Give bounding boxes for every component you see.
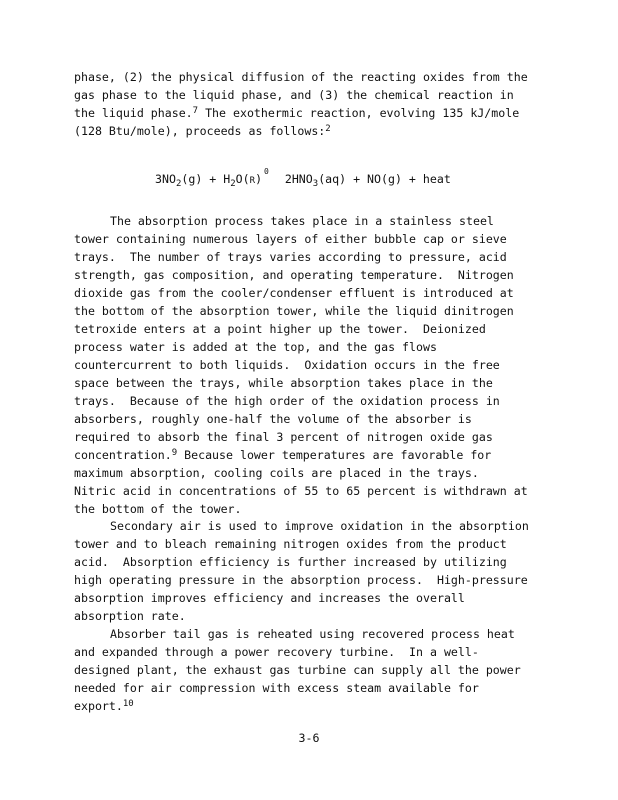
equation-part: 2HNO <box>270 172 313 186</box>
tail-gas-paragraph <box>74 625 574 715</box>
chemical-equation <box>155 167 451 190</box>
text-fragment: (128 Btu/mole), proceeds as follows: <box>74 124 326 138</box>
footnote-reference: 7 <box>192 106 199 116</box>
text-line: phase, (2) the physical diffusion of the reacting oxides from the <box>74 70 528 84</box>
text-line <box>74 446 574 464</box>
text-line: high operating pressure in the absorption process. High-pressure <box>74 573 528 587</box>
equation-part: (g) + H <box>181 172 231 186</box>
equation-part: (aq) + NO(g) + heat <box>318 172 451 186</box>
text-line: absorption rate. <box>74 609 186 623</box>
equation-part: ) <box>255 172 263 186</box>
equation-part: 3NO <box>155 172 176 186</box>
text-line: acid. Absorption efficiency is further increased by utilizing <box>74 555 507 569</box>
text-line: designed plant, the exhaust gas turbine can supply all the power <box>74 663 521 677</box>
text-line: process water is added at the top, and the gas flows <box>74 340 437 354</box>
text-line: and expanded through a power recovery turbine. In a well- <box>74 645 479 659</box>
text-line: needed for air compression with excess steam available for <box>74 681 479 695</box>
text-line: trays. Because of the high order of the oxidation process in <box>74 394 500 408</box>
text-line: Nitric acid in concentrations of 55 to 65 percent is withdrawn at <box>74 484 528 498</box>
text-line: dioxide gas from the cooler/condenser effluent is introduced at <box>74 286 514 300</box>
text-line: absorbers, roughly one-half the volume of the absorber is <box>74 412 472 426</box>
text-line: Secondary air is used to improve oxidation in the absorption <box>110 519 529 533</box>
absorption-paragraph <box>74 212 574 518</box>
text-line: tower containing numerous layers of either bubble cap or sieve <box>74 232 507 246</box>
text-line: strength, gas composition, and operating temperature. Nitrogen <box>74 268 514 282</box>
footnote-reference: 10 <box>122 699 134 709</box>
equation-part: O( <box>235 172 250 186</box>
text-line: The absorption process takes place in a stainless steel <box>110 214 494 228</box>
text-fragment: Because lower temperatures are favorable for <box>177 448 492 462</box>
subscript: 2 <box>175 179 182 189</box>
text-line: Absorber tail gas is reheated using recovered process heat <box>110 627 515 641</box>
text-line: space between the trays, while absorption takes place in the <box>74 376 493 390</box>
text-line: countercurrent to both liquids. Oxidation occurs in the free <box>74 358 500 372</box>
text-line: tower and to bleach remaining nitrogen oxides from the product <box>74 537 507 551</box>
page-number: 3-6 <box>298 731 320 745</box>
subscript: 2 <box>230 179 236 189</box>
text-line: maximum absorption, cooling coils are placed in the trays. <box>74 466 479 480</box>
intro-paragraph <box>74 68 574 140</box>
footnote-reference: 9 <box>171 448 178 458</box>
text-line: required to absorb the final 3 percent of nitrogen oxide gas <box>74 430 493 444</box>
text-fragment: The exothermic reaction, evolving 135 kJ/mole <box>198 106 520 120</box>
text-line <box>74 697 574 715</box>
text-line: tetroxide enters at a point higher up the tower. Deionized <box>74 322 486 336</box>
text-line: the bottom of the tower. <box>74 502 242 516</box>
text-line: gas phase to the liquid phase, and (3) the chemical reaction in <box>74 88 514 102</box>
state-symbol: R <box>249 176 256 186</box>
arrow-label: 0 <box>264 167 269 176</box>
secondary-air-paragraph <box>74 517 574 625</box>
footnote-reference: 2 <box>325 124 331 134</box>
text-line <box>74 122 574 140</box>
text-fragment: export. <box>74 699 123 713</box>
text-line: trays. The number of trays varies according to pressure, acid <box>74 250 507 264</box>
text-line: the bottom of the absorption tower, while the liquid dinitrogen <box>74 304 514 318</box>
text-fragment: the liquid phase. <box>74 106 193 120</box>
text-line: absorption improves efficiency and increases the overall <box>74 591 465 605</box>
subscript: 3 <box>312 179 319 189</box>
text-fragment: concentration. <box>74 448 172 462</box>
text-line <box>74 104 574 122</box>
